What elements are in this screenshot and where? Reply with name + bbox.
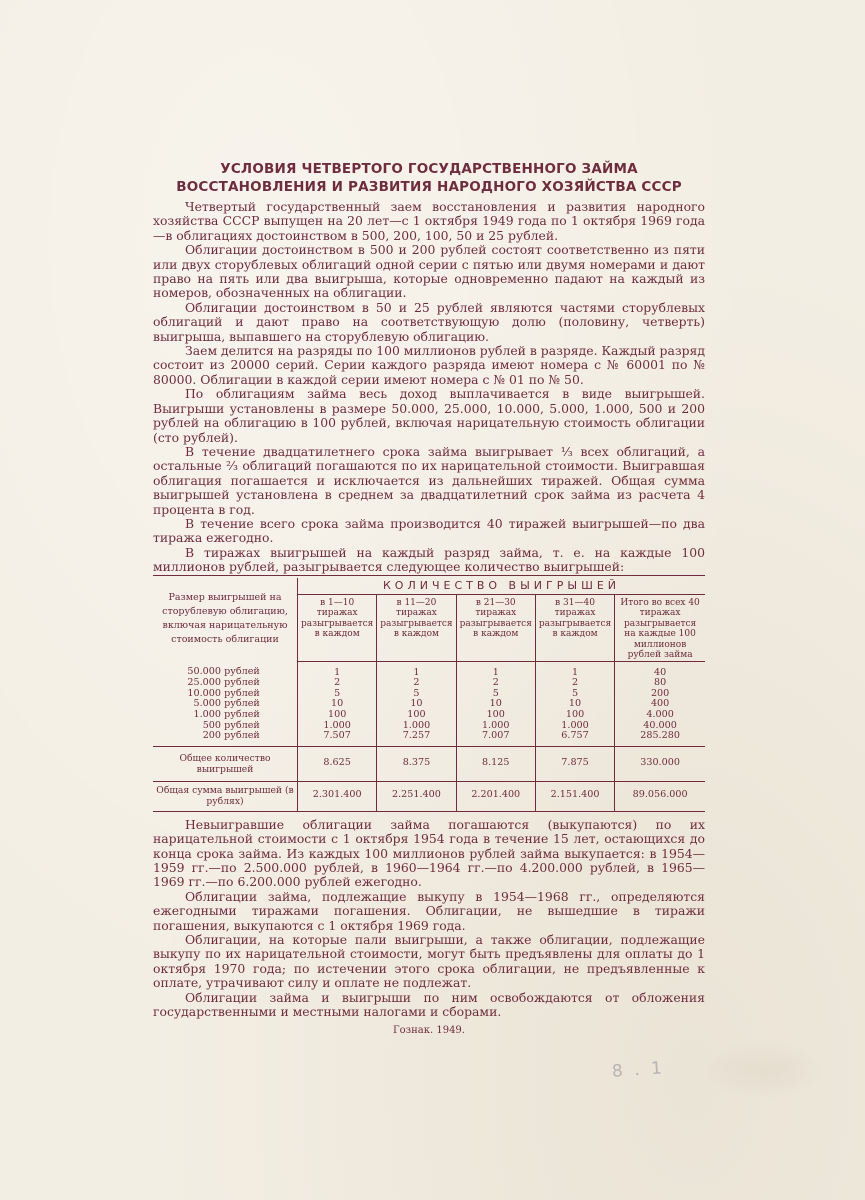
conditions-text-block xyxy=(153,160,705,1036)
cell: 5 xyxy=(456,689,535,700)
table-row xyxy=(153,661,705,678)
paragraph: Облигации займа и выигрыши по ним освобождаются от обложения государственными и местными налогами и сборами. xyxy=(153,989,705,1019)
prize-amount: 25.000 xyxy=(187,677,221,689)
paper-stain xyxy=(700,1040,830,1100)
prize-amount: 500 xyxy=(202,719,221,731)
cell: 10 xyxy=(377,699,456,710)
cell: 2 xyxy=(377,678,456,689)
prize-amount: 1.000 xyxy=(193,708,221,720)
table-row xyxy=(153,731,705,746)
cell: 1 xyxy=(456,661,535,678)
cell: 5 xyxy=(298,689,377,700)
cell: 2.251.400 xyxy=(377,781,456,811)
redemption-paragraphs xyxy=(153,818,705,1020)
total-sum-row xyxy=(153,781,705,811)
cell: 10 xyxy=(535,699,614,710)
paragraph: Невыигравшие облигации займа погашаются (выкупаются) по их нарицательной стоимости с 1 октября 1954 года в течение 15 лет, остающихся до конца срока займа. Из каждых 100 миллионов рублей займа выкупается: в 1954—1959 гг.—по 2.500.000 рублей, в 1960—1964 гг.—по 4.200.000 рублей, в 1965—1969 гг.—по 6.200.000 рублей ежегодно. xyxy=(153,816,705,890)
cell: 2.301.400 xyxy=(298,781,377,811)
cell: 10 xyxy=(456,699,535,710)
cell: 40.000 xyxy=(615,721,705,732)
col-draws-21-30: в 21—30 тиражах разыгрывается в каждом xyxy=(456,594,535,661)
currency-label: рублей xyxy=(224,687,260,699)
cell: 100 xyxy=(535,710,614,721)
cell: 2.151.400 xyxy=(535,781,614,811)
prize-quantity-header: КОЛИЧЕСТВО ВЫИГРЫШЕЙ xyxy=(298,578,706,595)
cell: 2 xyxy=(535,678,614,689)
cell: 40 xyxy=(615,661,705,678)
cell: 7.507 xyxy=(298,731,377,746)
cell: 80 xyxy=(615,678,705,689)
col-draws-11-20: в 11—20 тиражах разыгрывается в каждом xyxy=(377,594,456,661)
title-line-2: ВОССТАНОВЛЕНИЯ И РАЗВИТИЯ НАРОДНОГО ХОЗЯЙСТВА СССР xyxy=(176,179,682,195)
pencil-mark: 8 . 1 xyxy=(611,1058,666,1082)
conditions-paragraphs xyxy=(153,200,705,576)
total-sum-label: Общая сумма выигрышей (в рублях) xyxy=(153,781,298,811)
currency-label: рублей xyxy=(224,698,260,710)
cell: 8.125 xyxy=(456,746,535,781)
cell: 1 xyxy=(377,661,456,678)
prize-amount: 200 xyxy=(202,730,221,742)
currency-label: рублей xyxy=(224,730,260,742)
cell: 2.201.400 xyxy=(456,781,535,811)
cell: 330.000 xyxy=(615,746,705,781)
total-count-row xyxy=(153,746,705,781)
cell: 285.280 xyxy=(615,731,705,746)
prize-amount: 10.000 xyxy=(187,687,221,699)
cell: 1.000 xyxy=(456,721,535,732)
paragraph: Облигации достоинством в 500 и 200 рублей состоят соответственно из пяти или двух сторублевых облигаций одной серии с пятью или двумя номерами и дают право на пять или два выигрыша, которые одновременно падают на каждый из номеров, обозначенных на облигации. xyxy=(153,242,705,301)
col-draws-31-40: в 31—40 тиражах разыгрывается в каждом xyxy=(535,594,614,661)
paragraph: В течение двадцатилетнего срока займа выигрывает ⅓ всех облигаций, а остальные ⅔ облигаций погашаются по их нарицательной стоимости. Выигравшая облигация погашается и исключается из дальнейших тиражей. Общая сумма выигрышей установлена в среднем за двадцатилетний срок займа из расчета 4 процента в год. xyxy=(153,443,705,517)
cell: 1.000 xyxy=(298,721,377,732)
prize-size-header: Размер выигрышей на сторублевую облигацию, включая нарицательную стоимость облигации xyxy=(162,592,288,646)
cell: 200 xyxy=(615,689,705,700)
paragraph: В течение всего срока займа производится 40 тиражей выигрышей—по два тиража ежегодно. xyxy=(153,515,705,546)
cell: 1 xyxy=(298,661,377,678)
col-total-40-draws: Итого во всех 40 тиражах разыгрывается на каждые 100 миллионов рублей займа xyxy=(615,594,705,661)
paragraph: Облигации достоинством в 50 и 25 рублей являются частями сторублевых облигаций и дают право на соответствующую долю (половину, четверть) выигрыша, выпавшего на сторублевую облигацию. xyxy=(153,299,705,344)
cell: 1.000 xyxy=(535,721,614,732)
cell: 5 xyxy=(377,689,456,700)
cell: 6.757 xyxy=(535,731,614,746)
cell: 1.000 xyxy=(377,721,456,732)
cell: 2 xyxy=(298,678,377,689)
paragraph: Четвертый государственный заем восстановления и развития народного хозяйства СССР выпущен на 20 лет—с 1 октября 1949 года по 1 октября 1969 года—в облигациях достоинством в 500, 200, 100, 50 и 25 рублей. xyxy=(153,199,705,243)
cell: 1 xyxy=(535,661,614,678)
cell: 100 xyxy=(456,710,535,721)
cell: 400 xyxy=(615,699,705,710)
prize-amount: 50.000 xyxy=(187,666,221,678)
prize-amount: 5.000 xyxy=(193,698,221,710)
currency-label: рублей xyxy=(224,719,260,731)
paragraph: Облигации, на которые пали выигрыши, а также облигации, подлежащие выкупу по их нарицательной стоимости, могут быть предъявлены для оплаты до 1 октября 1970 года; по истечении этого срока облигации, не предъявленные к оплате, утрачивают силу и оплате не подлежат. xyxy=(153,931,705,991)
cell: 7.875 xyxy=(535,746,614,781)
table-lead-in-paragraph: В тиражах выигрышей на каждый разряд займа, т. е. на каждые 100 миллионов рублей, разыгрывается следующее количество выигрышей: xyxy=(153,544,705,575)
cell: 8.375 xyxy=(377,746,456,781)
document-title xyxy=(153,160,705,196)
cell: 100 xyxy=(298,710,377,721)
cell: 89.056.000 xyxy=(615,781,705,811)
currency-label: рублей xyxy=(224,666,260,678)
cell: 7.257 xyxy=(377,731,456,746)
prize-table xyxy=(153,578,705,812)
cell: 5 xyxy=(535,689,614,700)
currency-label: рублей xyxy=(224,677,260,689)
cell: 100 xyxy=(377,710,456,721)
total-count-label: Общее количество выигрышей xyxy=(153,746,298,781)
currency-label: рублей xyxy=(224,708,260,720)
paragraph: По облигациям займа весь доход выплачивается в виде выигрышей. Выигрыши установлены в размере 50.000, 25.000, 10.000, 5.000, 1.000, 500 и 200 рублей на облигацию в 100 рублей, включая нарицательную стоимость облигации (сто рублей). xyxy=(153,386,705,445)
cell: 10 xyxy=(298,699,377,710)
cell: 4.000 xyxy=(615,710,705,721)
col-draws-1-10: в 1—10 тиражах разыгрывается в каждом xyxy=(298,594,377,661)
cell: 2 xyxy=(456,678,535,689)
paragraph: Заем делится на разряды по 100 миллионов рублей в разряде. Каждый разряд состоит из 20000 серий. Серии каждого разряда имеют номера с № 60001 по № 80000. Облигации в каждой серии имеют номера с № 01 по № 50. xyxy=(153,343,705,387)
title-line-1: УСЛОВИЯ ЧЕТВЕРТОГО ГОСУДАРСТВЕННОГО ЗАЙМА xyxy=(220,161,638,177)
cell: 8.625 xyxy=(298,746,377,781)
paragraph: Облигации займа, подлежащие выкупу в 1954—1968 гг., определяются ежегодными тиражами погашения. Облигации, не вышедшие в тиражи погашения, выкупаются с 1 октября 1969 года. xyxy=(153,888,705,933)
cell: 7.007 xyxy=(456,731,535,746)
printer-imprint: Гознак. 1949. xyxy=(393,1025,465,1037)
